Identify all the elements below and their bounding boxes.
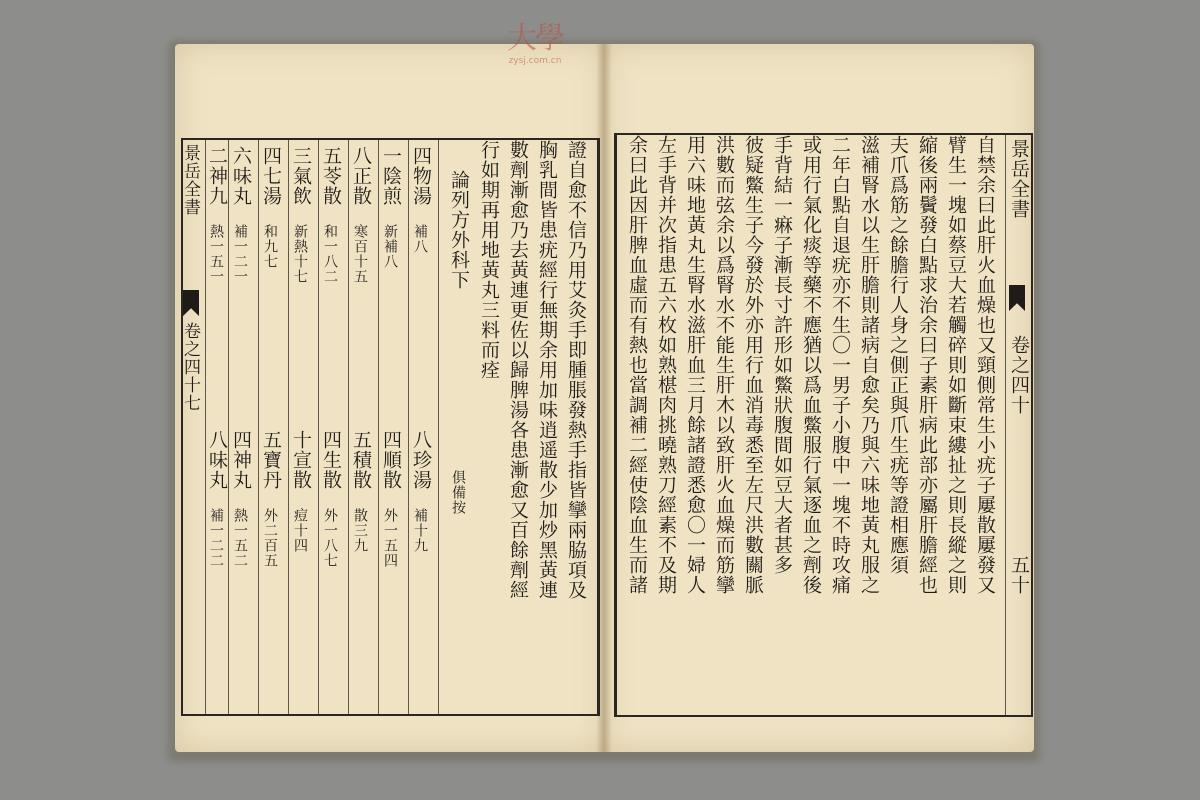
formula-ref: 補十九 xyxy=(412,508,428,553)
column-rule xyxy=(228,140,229,714)
left-page-margin-head: 景岳全書 xyxy=(180,144,200,216)
formula-ref: 外二百五 xyxy=(262,508,278,568)
column-rule xyxy=(318,140,319,714)
formula-ref: 補八 xyxy=(412,224,428,254)
left-page-frame xyxy=(181,138,600,716)
text-column: 夫爪爲筋之餘膽行人身之側正與爪生疣等證相應須 xyxy=(887,135,909,575)
watermark-stamp xyxy=(500,22,570,74)
formula-ref: 新補八 xyxy=(382,224,398,269)
text-column: 余曰此因肝脾血虛而有熱也當調補二經使陰血生而諸 xyxy=(626,135,648,595)
text-column: 行如期再用地黃丸三料而痊 xyxy=(478,140,500,380)
formula-name: 五苓散 xyxy=(320,146,342,206)
text-column: 彼疑鱉生子今發於外亦用行血消毒悉至左尺洪數關脈 xyxy=(742,135,764,595)
formula-ref: 熱一五二 xyxy=(232,508,248,568)
formula-ref: 散三九 xyxy=(352,508,368,553)
right-page-frame xyxy=(614,133,1033,717)
formula-ref: 新熱十七 xyxy=(292,224,308,284)
formula-ref: 熱一五一 xyxy=(208,224,224,284)
text-column: 自禁余曰此肝火血燥也又頸側常生小疣子屢散屢發又 xyxy=(974,135,996,595)
formula-name: 五積散 xyxy=(350,430,372,490)
margin-rule xyxy=(1005,135,1006,715)
text-column: 臂生一塊如蔡豆大若觸碎則如斷束縷扯之則長縱之則 xyxy=(945,135,967,595)
formula-name: 四七湯 xyxy=(260,146,282,206)
formula-name: 十宣散 xyxy=(290,430,312,490)
formula-name: 四神丸 xyxy=(230,430,252,490)
formula-ref: 和九七 xyxy=(262,224,278,269)
fish-tail-mark xyxy=(183,290,199,316)
right-page-margin-chapter: 卷之四十 xyxy=(1008,335,1030,415)
column-rule xyxy=(378,140,379,714)
formula-ref: 痘十四 xyxy=(292,508,308,553)
formula-name: 五寶丹 xyxy=(260,430,282,490)
text-column: 用六味地黃丸生腎水滋肝血三月餘諸證悉愈〇一婦人 xyxy=(684,135,706,595)
text-column: 滋補腎水以生肝膽則諸病自愈矣乃與六味地黃丸服之 xyxy=(858,135,880,595)
text-column: 或用行氣化痰等藥不應猶以爲血鱉服行氣逐血之劑後 xyxy=(800,135,822,595)
formula-name: 八珍湯 xyxy=(410,430,432,490)
formula-ref: 和一八二 xyxy=(322,224,338,284)
formula-name: 四物湯 xyxy=(410,146,432,206)
column-rule xyxy=(258,140,259,714)
formula-name: 一陰煎 xyxy=(380,146,402,206)
formula-name: 六味丸 xyxy=(230,146,252,206)
formula-name: 三氣飲 xyxy=(290,146,312,206)
text-column: 胸乳間皆患疣經行無期余用加味逍遥散少加炒黑黃連 xyxy=(536,140,558,600)
watermark-glyphs: 大學 xyxy=(507,21,563,56)
column-rule xyxy=(438,140,439,714)
section-note: 俱備按 xyxy=(450,470,466,515)
formula-ref: 寒百十五 xyxy=(352,224,368,284)
formula-ref: 外一五四 xyxy=(382,508,398,568)
formula-name: 八味丸 xyxy=(206,430,228,490)
formula-ref: 補一二二 xyxy=(208,508,224,568)
column-rule xyxy=(288,140,289,714)
formula-name: 八正散 xyxy=(350,146,372,206)
column-rule xyxy=(408,140,409,714)
formula-ref: 補一二一 xyxy=(232,224,248,284)
formula-name: 四順散 xyxy=(380,430,402,490)
column-rule xyxy=(348,140,349,714)
section-title: 論列方外科下 xyxy=(448,170,470,290)
right-page-margin-head: 景岳全書 xyxy=(1008,139,1030,219)
text-column: 數劑漸愈乃去黃連更佐以歸脾湯各患漸愈又百餘劑經 xyxy=(507,140,529,600)
margin-rule xyxy=(205,140,206,714)
text-column: 證自愈不信乃用艾灸手即腫脹發熱手指皆攣兩脇項及 xyxy=(565,140,587,600)
text-column: 二年白點自退疣亦不生〇一男子小腹中一塊不時攻痛 xyxy=(829,135,851,595)
right-page-folio: 五十 xyxy=(1008,555,1030,595)
left-page-margin-chapter: 卷之四十七 xyxy=(180,322,200,412)
text-column: 手背結一痳子漸長寸許形如鱉狀腹間如豆大者甚多 xyxy=(771,135,793,575)
text-column: 左手背并次指患五六枚如熟椹肉挑曉熟刀經素不及期 xyxy=(655,135,677,595)
watermark-site: zysj.com.cn xyxy=(508,56,562,66)
formula-ref: 外一八七 xyxy=(322,508,338,568)
text-column: 縮後兩鬢發白點求治余曰子素肝病此部亦屬肝膽經也 xyxy=(916,135,938,595)
text-column: 洪數而弦余以爲腎水不能生肝木以致肝火血燥而筋攣 xyxy=(713,135,735,595)
formula-name: 二神九 xyxy=(206,146,228,206)
formula-name: 四生散 xyxy=(320,430,342,490)
